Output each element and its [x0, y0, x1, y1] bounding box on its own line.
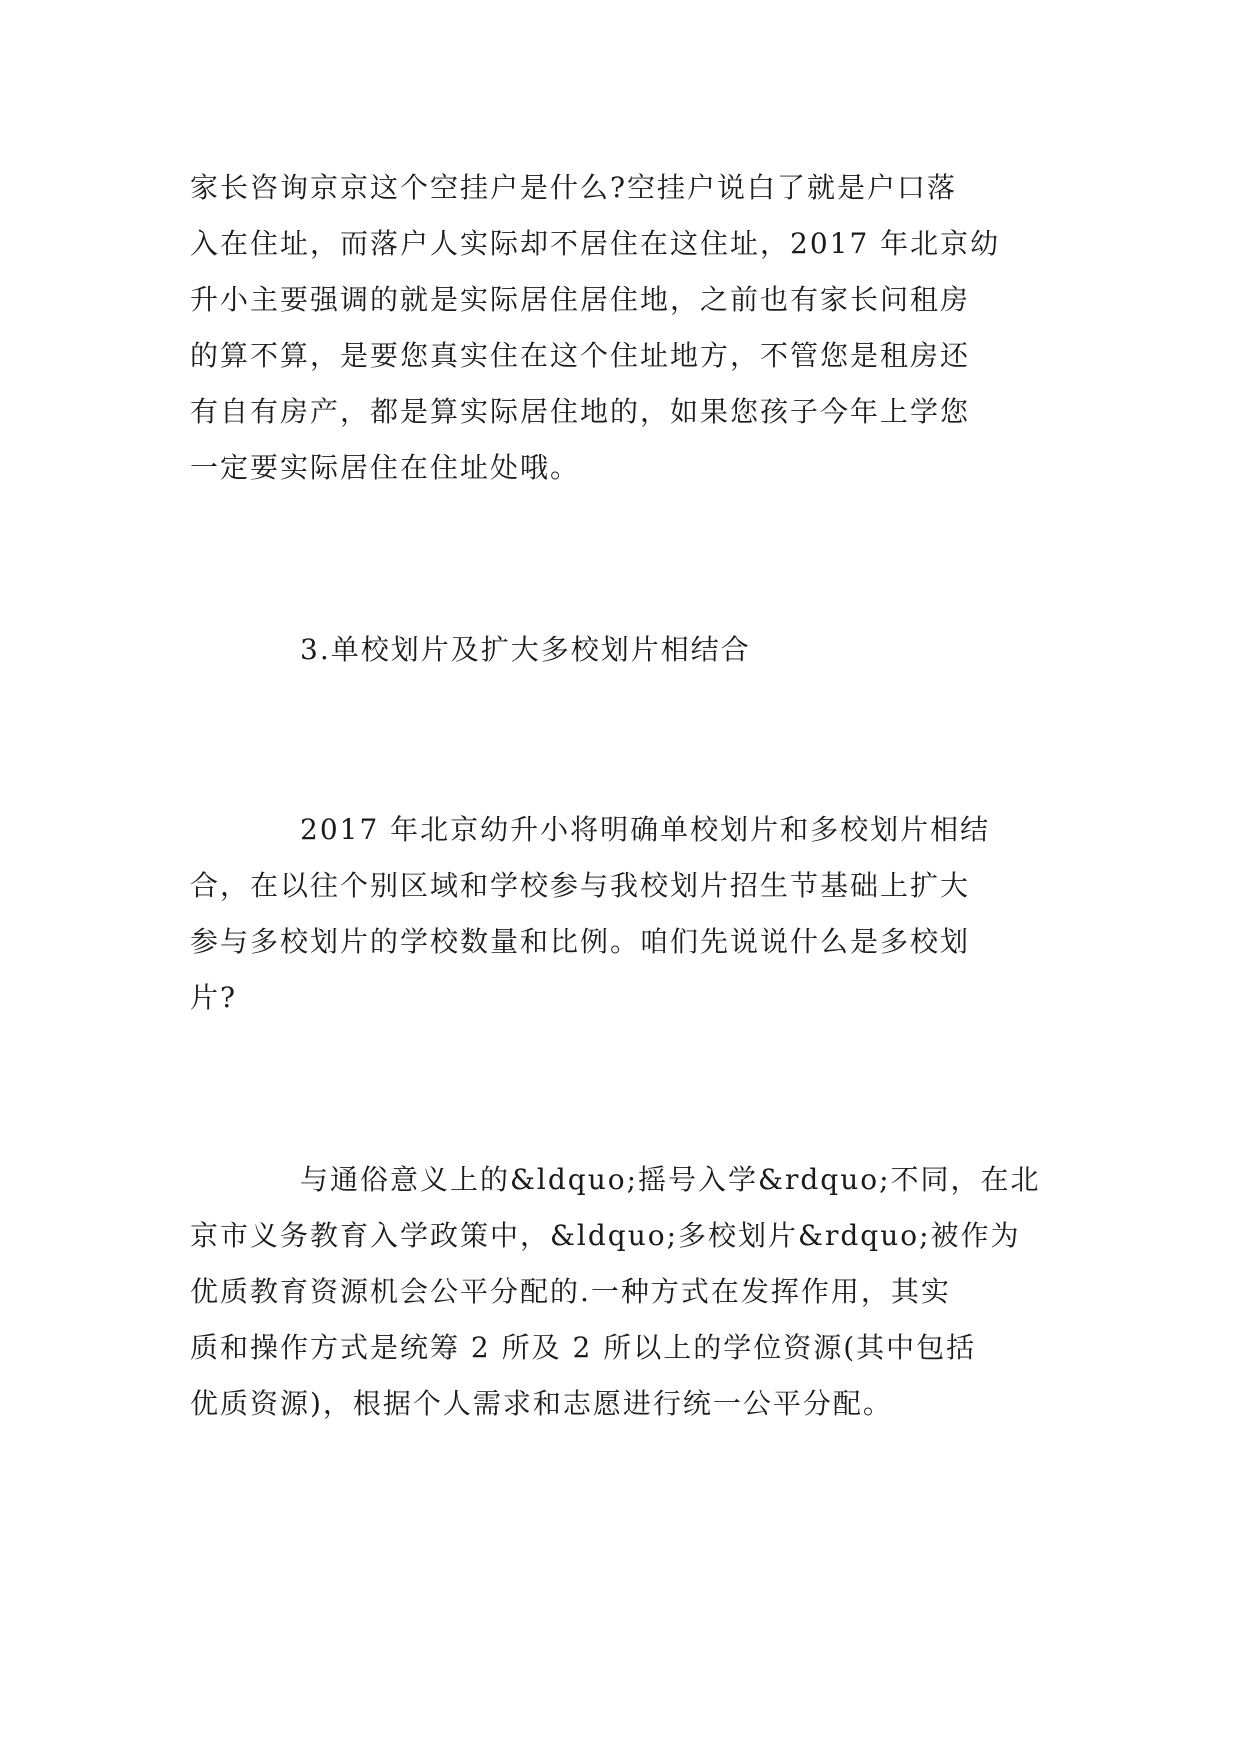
paragraph-1-line: 有自有房产，都是算实际居住地的，如果您孩子今年上学您 [190, 395, 971, 428]
paragraph-2-line: 参与多校划片的学校数量和比例。咱们先说说什么是多校划 [190, 925, 971, 958]
paragraph-1-line: 一定要实际居住在住址处哦。 [190, 451, 581, 484]
paragraph-2-line: 合，在以往个别区域和学校参与我校划片招生节基础上扩大 [190, 869, 971, 902]
paragraph-1-line: 升小主要强调的就是实际居住居住地，之前也有家长问租房 [190, 283, 971, 316]
paragraph-1-line: 家长咨询京京这个空挂户是什么?空挂户说白了就是户口落 [190, 171, 958, 204]
paragraph-1-line: 入在住址，而落户人实际却不居住在这住址，2017 年北京幼 [190, 227, 1001, 260]
paragraph-2-line: 2017 年北京幼升小将明确单校划片和多校划片相结 [300, 813, 991, 846]
paragraph-3-line: 优质教育资源机会公平分配的.一种方式在发挥作用，其实 [190, 1275, 951, 1308]
paragraph-3-line: 质和操作方式是统筹 2 所及 2 所以上的学位资源(其中包括 [190, 1331, 977, 1364]
paragraph-3-line: 京市义务教育入学政策中，&ldquo;多校划片&rdquo;被作为 [190, 1219, 1021, 1252]
paragraph-3-line: 优质资源)，根据个人需求和志愿进行统一公平分配。 [190, 1387, 893, 1420]
paragraph-2-line: 片? [190, 981, 238, 1014]
paragraph-1-line: 的算不算，是要您真实住在这个住址地方，不管您是租房还 [190, 339, 971, 372]
section-heading: 3.单校划片及扩大多校划片相结合 [300, 633, 751, 666]
paragraph-3-line: 与通俗意义上的&ldquo;摇号入学&rdquo;不同，在北 [300, 1163, 1041, 1196]
